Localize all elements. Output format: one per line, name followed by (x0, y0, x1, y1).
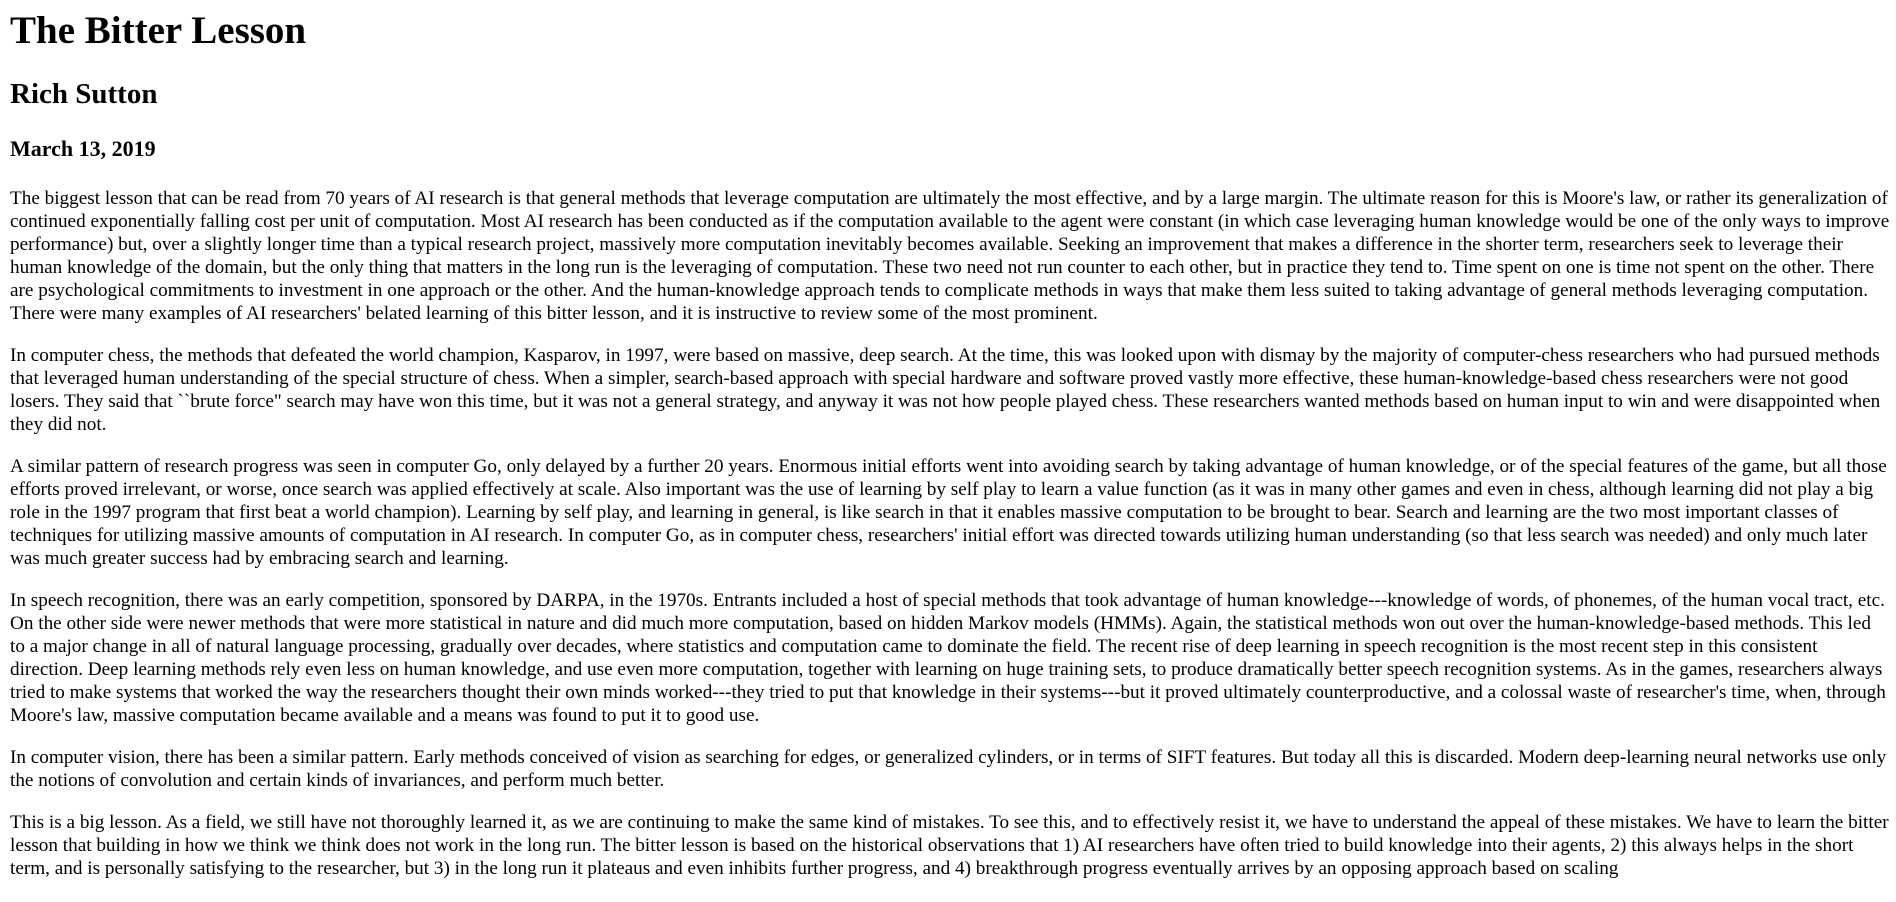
paragraph-vision: In computer vision, there has been a similar pattern. Early methods conceived of vision as searching for edges, or generalized cylinders, or in terms of SIFT features. But today all this is discarded. Modern deep-learning neural networks use only the notions of convolution and certain kinds of invariances, and perform much better. (10, 747, 1887, 791)
page-title: The Bitter Lesson (10, 9, 307, 52)
date-heading: March 13, 2019 (10, 136, 156, 161)
paragraph-chess: In computer chess, the methods that defeated the world champion, Kasparov, in 1997, were based on massive, deep search. At the time, this was looked upon with dismay by the majority of computer-chess researchers who had pursued methods that leveraged human understanding of the special structure of chess. When a simpler, search-based approach with special hardware and software proved vastly more effective, these human-knowledge-based chess researchers were not good losers. They said that ``brute force" search may have won this time, but it was not a general strategy, and anyway it was not how people played chess. These researchers wanted methods based on human input to win and were disappointed when they did not. (10, 345, 1881, 435)
author-heading: Rich Sutton (10, 78, 158, 110)
paragraph-go: A similar pattern of research progress was seen in computer Go, only delayed by a further 20 years. Enormous initial efforts went into avoiding search by taking advantage of human knowledge, or of the special features of the game, but all those efforts proved irrelevant, or worse, once search was applied effectively at scale. Also important was the use of learning by self play to learn a value function (as it was in many other games and even in chess, although learning did not play a big role in the 1997 program that first beat a world champion). Learning by self play, and learning in general, is like search in that it enables massive computation to be brought to bear. Search and learning are the two most important classes of techniques for utilizing massive amounts of computation in AI research. In computer Go, as in computer chess, researchers' initial effort was directed towards utilizing human understanding (so that less search was needed) and only much later was much greater success had by embracing search and learning. (10, 456, 1887, 569)
paragraph-speech: In speech recognition, there was an early competition, sponsored by DARPA, in the 1970s. Entrants included a host of special methods that took advantage of human knowledge---knowledge of words, of phonemes, of the human vocal tract, etc. On the other side were newer methods that were more statistical in nature and did much more computation, based on hidden Markov models (HMMs). Again, the statistical methods won out over the human-knowledge-based methods. This led to a major change in all of natural language processing, gradually over decades, where statistics and computation came to dominate the field. The recent rise of deep learning in speech recognition is the most recent step in this consistent direction. Deep learning methods rely even less on human knowledge, and use even more computation, together with learning on huge training sets, to produce dramatically better speech recognition systems. As in the games, researchers always tried to make systems that worked the way the researchers thought their own minds worked---they tried to put that knowledge in their systems---but it proved ultimately counterproductive, and a colossal waste of researcher's time, when, through Moore's law, massive computation became available and a means was found to put it to good use. (10, 590, 1886, 726)
paragraph-lesson: This is a big lesson. As a field, we still have not thoroughly learned it, as we are continuing to make the same kind of mistakes. To see this, and to effectively resist it, we have to understand the appeal of these mistakes. We have to learn the bitter lesson that building in how we think we think does not work in the long run. The bitter lesson is based on the historical observations that 1) AI researchers have often tried to build knowledge into their agents, 2) this always helps in the short term, and is personally satisfying to the researcher, but 3) in the long run it plateaus and even inhibits further progress, and 4) breakthrough progress eventually arrives by an opposing approach based on scaling (10, 812, 1889, 879)
article (10, 6, 1890, 880)
paragraph-intro: The biggest lesson that can be read from 70 years of AI research is that general methods that leverage computation are ultimately the most effective, and by a large margin. The ultimate reason for this is Moore's law, or rather its generalization of continued exponentially falling cost per unit of computation. Most AI research has been conducted as if the computation available to the agent were constant (in which case leveraging human knowledge would be one of the only ways to improve performance) but, over a slightly longer time than a typical research project, massively more computation inevitably becomes available. Seeking an improvement that makes a difference in the shorter term, researchers seek to leverage their human knowledge of the domain, but the only thing that matters in the long run is the leveraging of computation. These two need not run counter to each other, but in practice they tend to. Time spent on one is time not spent on the other. There are psychological commitments to investment in one approach or the other. And the human-knowledge approach tends to complicate methods in ways that make them less suited to taking advantage of general methods leveraging computation. There were many examples of AI researchers' belated learning of this bitter lesson, and it is instructive to review some of the most prominent. (10, 188, 1890, 324)
